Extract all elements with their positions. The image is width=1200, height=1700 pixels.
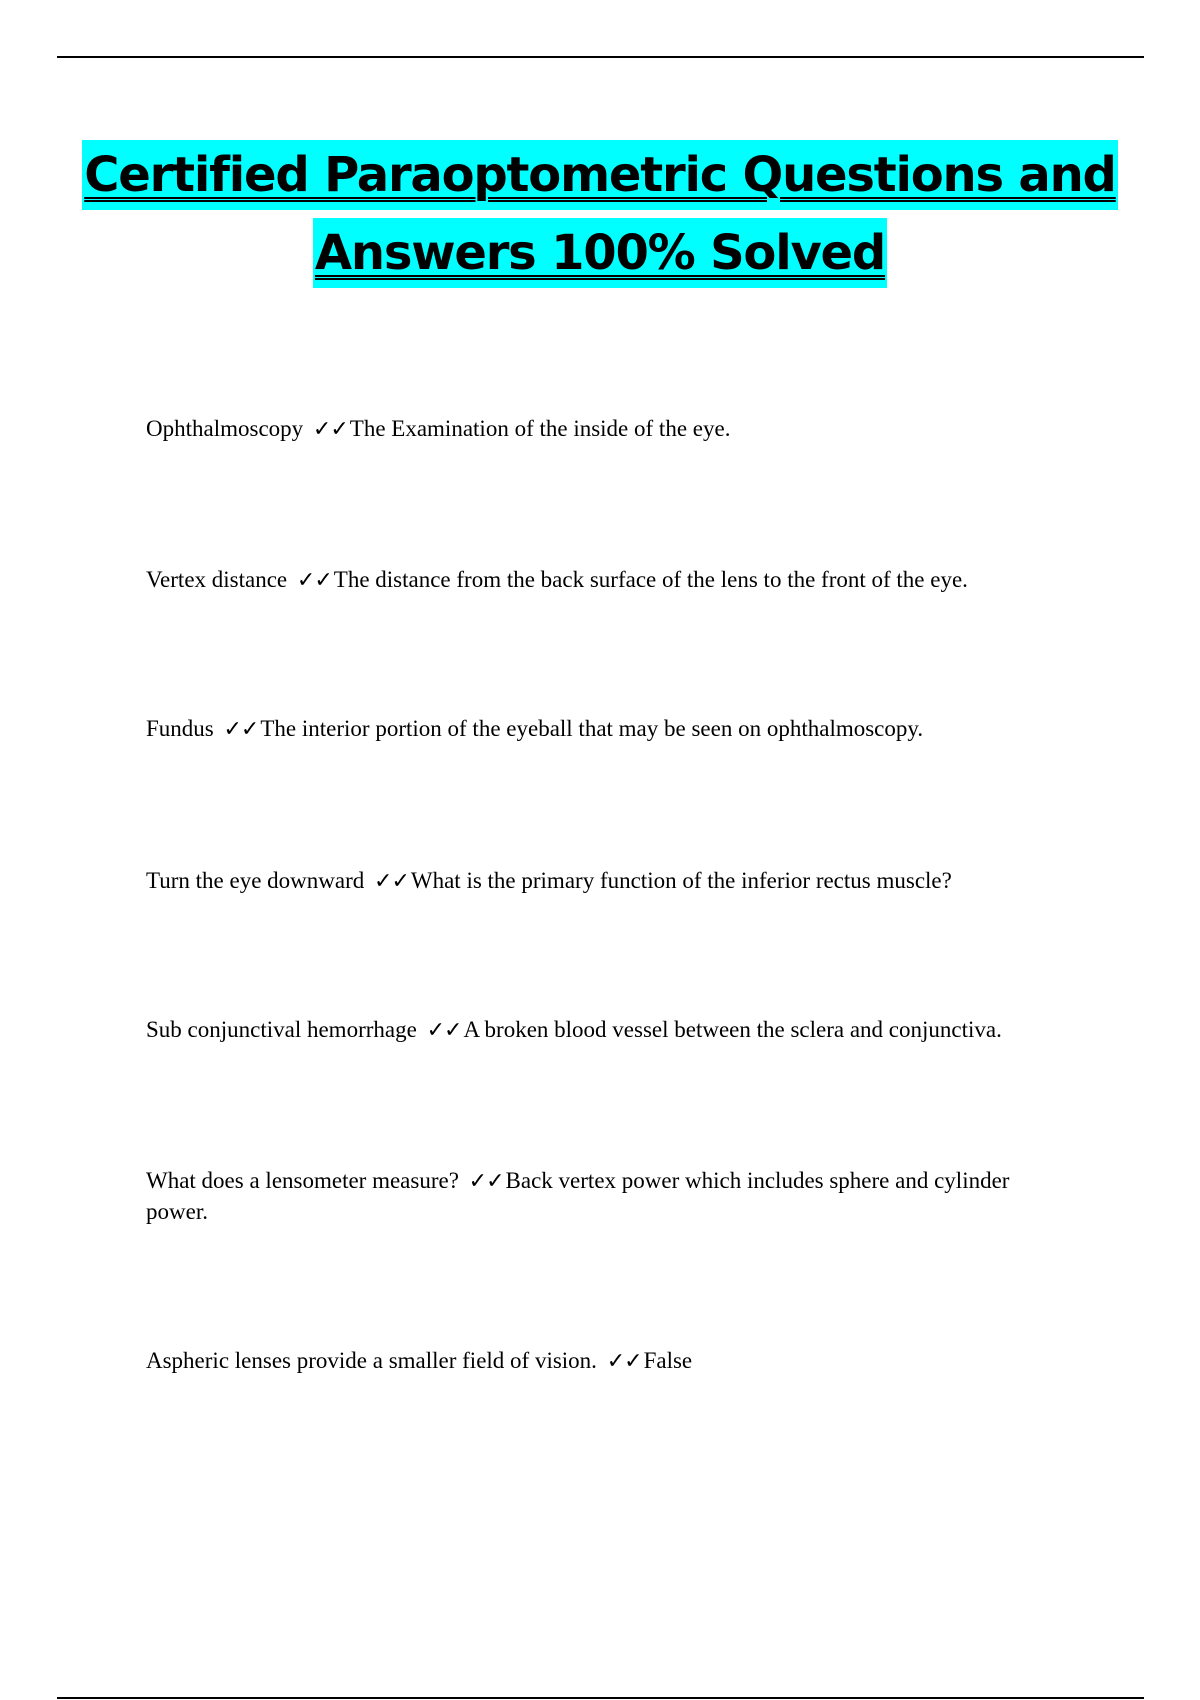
check-icon: ✓✓ [296, 568, 332, 593]
qa-term: What does a lensometer measure? [146, 1168, 459, 1193]
footer-rule [57, 1697, 1144, 1699]
check-icon: ✓✓ [312, 417, 348, 442]
check-icon: ✓✓ [374, 869, 409, 894]
qa-answer: The Examination of the inside of the eye. [349, 416, 731, 441]
qa-answer: What is the primary function of the inferior rectus muscle? [410, 868, 952, 893]
check-icon: ✓✓ [606, 1349, 642, 1374]
qa-entry [146, 1346, 1066, 1377]
qa-term: Aspheric lenses provide a smaller field of vision. [146, 1348, 597, 1373]
qa-entry [146, 414, 1066, 445]
title-line-2: Answers 100% Solved [313, 218, 887, 288]
qa-entry [146, 714, 1066, 745]
qa-entry [146, 1166, 1066, 1227]
header-rule [57, 56, 1144, 58]
qa-term: Turn the eye downward [146, 868, 365, 893]
check-icon: ✓✓ [426, 1018, 462, 1043]
qa-entry [146, 1015, 1066, 1046]
qa-answer: The interior portion of the eyeball that may be seen on ophthalmoscopy. [260, 716, 924, 741]
check-icon: ✓✓ [223, 717, 259, 742]
qa-entry [146, 866, 1066, 897]
qa-answer: Back vertex power which includes sphere and cylinder power. [146, 1168, 1010, 1224]
qa-entry [146, 565, 1066, 596]
qa-term: Fundus [146, 716, 214, 741]
check-icon: ✓✓ [468, 1169, 504, 1194]
qa-answer: False [643, 1348, 693, 1373]
qa-term: Sub conjunctival hemorrhage [146, 1017, 417, 1042]
qa-answer: A broken blood vessel between the sclera and conjunctiva. [463, 1017, 1002, 1042]
title-line-1: Certified Paraoptometric Questions and [82, 140, 1117, 210]
qa-term: Ophthalmoscopy [146, 416, 304, 441]
page-title [0, 140, 1200, 296]
qa-answer: The distance from the back surface of the lens to the front of the eye. [333, 567, 968, 592]
qa-term: Vertex distance [146, 567, 288, 592]
